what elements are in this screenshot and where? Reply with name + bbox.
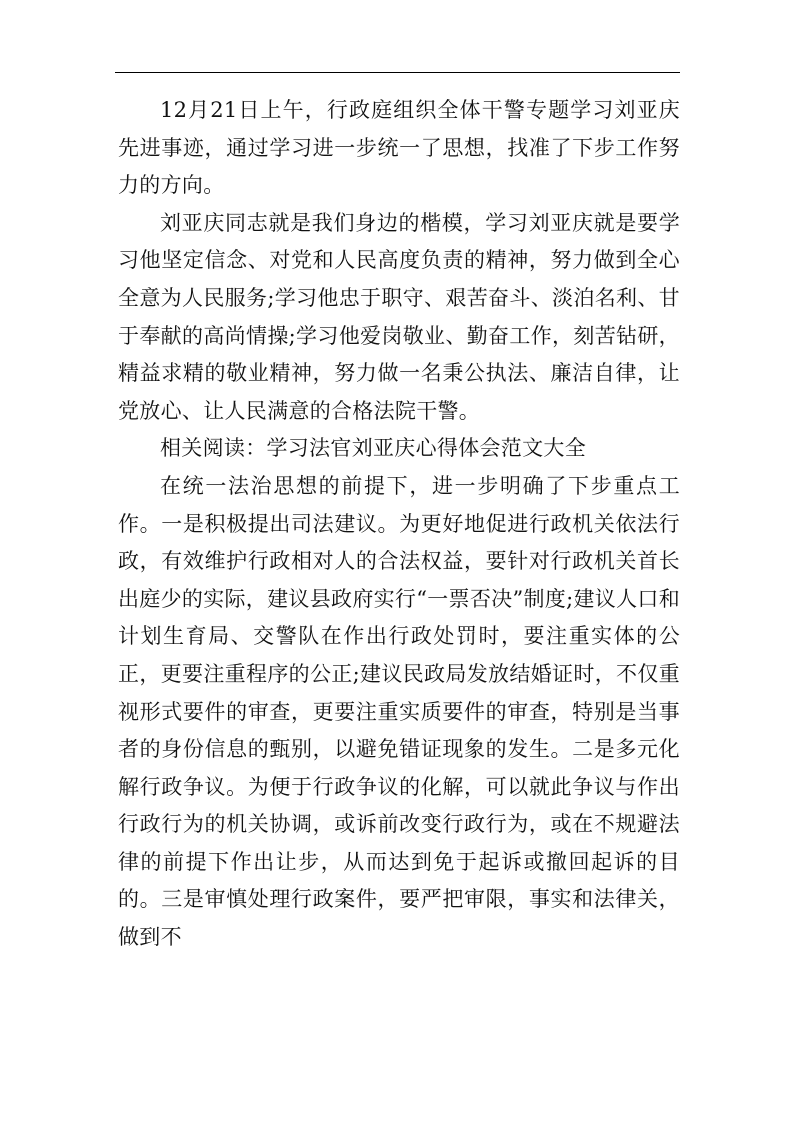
header-rule (115, 72, 680, 73)
paragraph-related-reading: 相关阅读：学习法官刘亚庆心得体会范文大全 (160, 436, 586, 461)
paragraph-event-summary: 12月21日上午，行政庭组织全体干警专题学习刘亚庆先进事迹，通过学习进一步统一了思想，找准了下步工作努力的方向。 (118, 98, 680, 198)
paragraph-role-model: 刘亚庆同志就是我们身边的楷模，学习刘亚庆就是要学习他坚定信念、对党和人民高度负责的精神，努力做到全心全意为人民服务;学习他忠于职守、艰苦奋斗、淡泊名利、甘于奉献的高尚情操;学习他爱岗敬业、勤奋工作，刻苦钻研，精益求精的敬业精神，努力做一名秉公执法、廉洁自律，让党放心、让人民满意的合格法院干警。 (118, 210, 680, 423)
paragraph-key-work: 在统一法治思想的前提下，进一步明确了下步重点工作。一是积极提出司法建议。为更好地促进行政机关依法行政，有效维护行政相对人的合法权益，要针对行政机关首长出庭少的实际，建议县政府实行“一票否决”制度;建议人口和计划生育局、交警队在作出行政处罚时，要注重实体的公正，更要注重程序的公正;建议民政局发放结婚证时，不仅重视形式要件的审查，更要注重实质要件的审查，特别是当事者的身份信息的甄别，以避免错证现象的发生。二是多元化解行政争议。为便于行政争议的化解，可以就此争议与作出行政行为的机关协调，或诉前改变行政行为，或在不规避法律的前提下作出让步，从而达到免于起诉或撤回起诉的目的。三是审慎处理行政案件，要严把审限，事实和法律关，做到不 (118, 473, 680, 950)
document-body (118, 92, 680, 957)
